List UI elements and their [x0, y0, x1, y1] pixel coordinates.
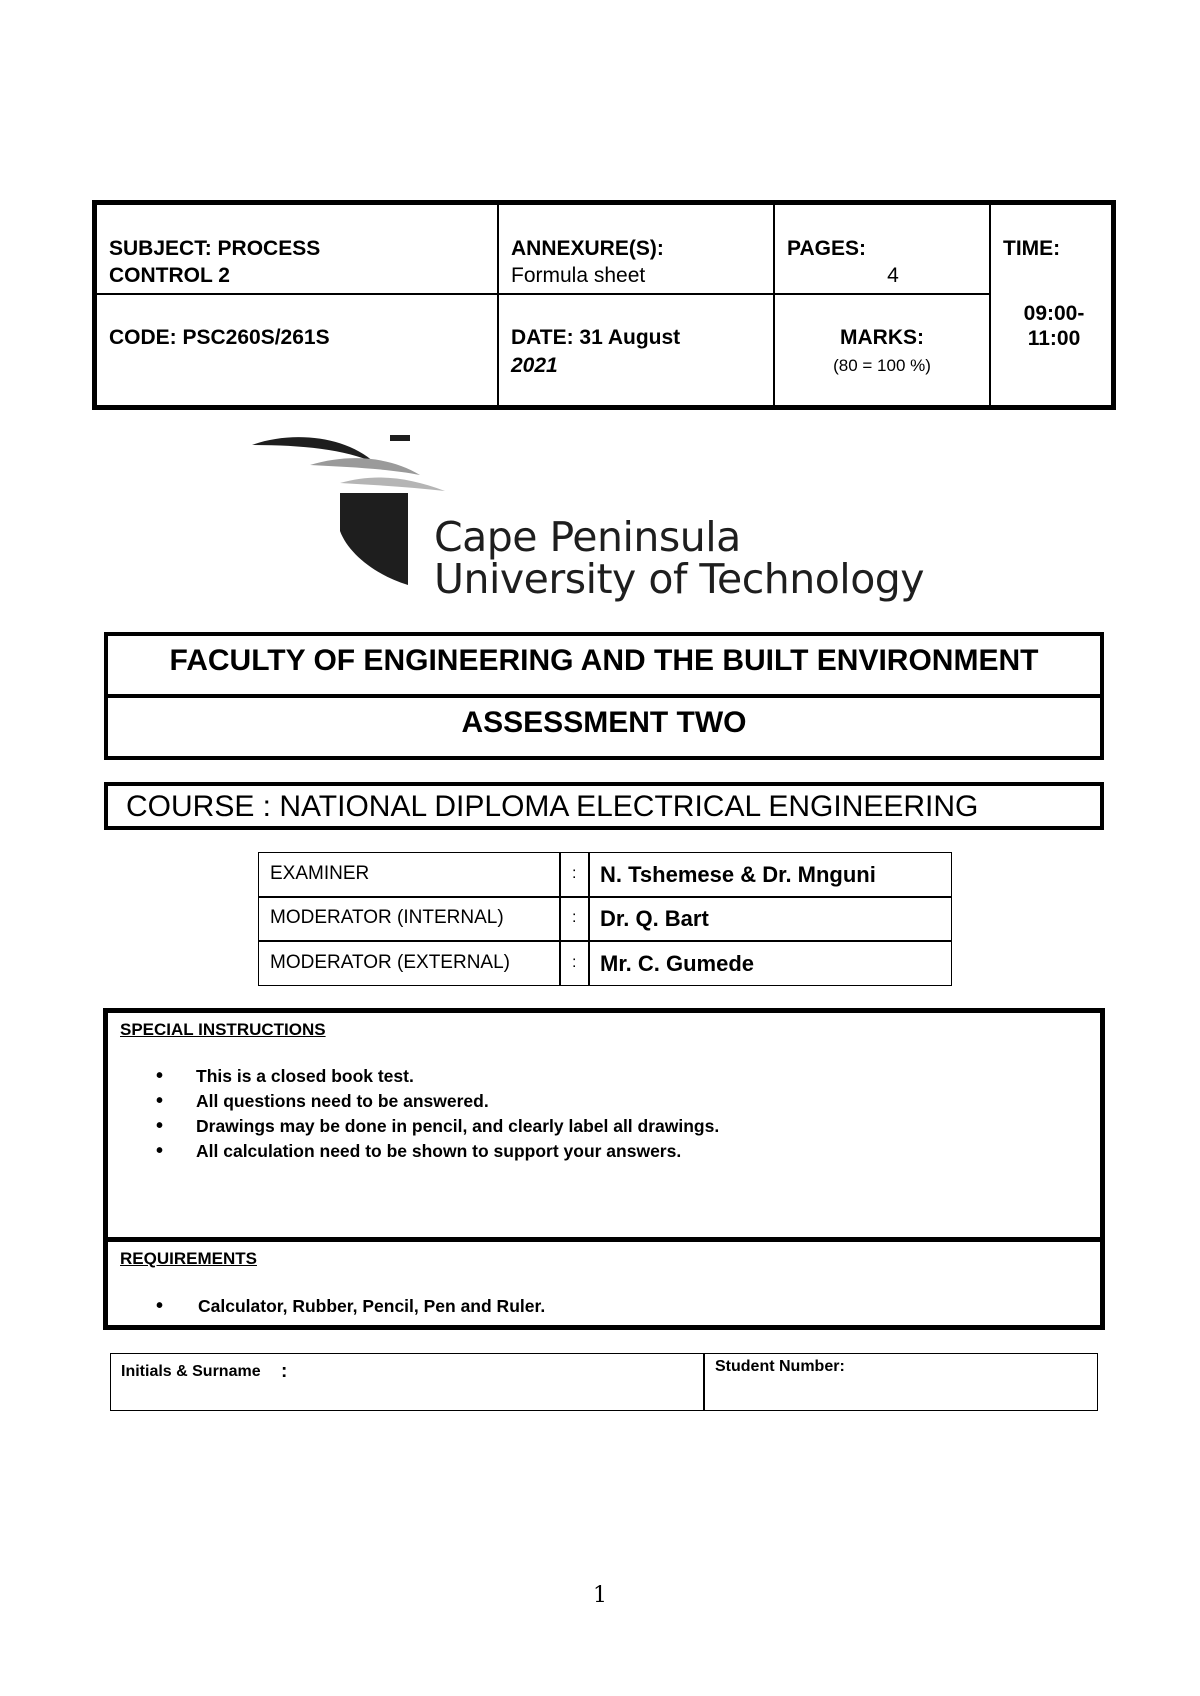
divider [559, 853, 561, 985]
list-item: • All calculation need to be shown to support your answers. [156, 1139, 719, 1164]
course-box [104, 782, 1104, 830]
student-number-label: Student Number: [715, 1358, 845, 1375]
time-label: TIME: [1003, 237, 1061, 260]
requirements-title: REQUIREMENTS [120, 1249, 257, 1268]
faculty-box [104, 632, 1104, 760]
divider [703, 1354, 705, 1410]
special-instructions-title: SPECIAL INSTRUCTIONS [120, 1020, 326, 1039]
divider [108, 1237, 1100, 1242]
annexure-label: ANNEXURE(S): [511, 237, 664, 260]
course-code: CODE: PSC260S/261S [109, 326, 330, 349]
list-item: • This is a closed book test. [156, 1064, 719, 1089]
divider [259, 896, 951, 898]
list-item: • All questions need to be answered. [156, 1089, 719, 1114]
annexure-value: Formula sheet [511, 264, 646, 287]
time-start: 09:00- [1023, 302, 1085, 325]
internal-moderator-value: Dr. Q. Bart [600, 906, 709, 931]
divider [97, 293, 991, 295]
external-moderator-label: MODERATOR (EXTERNAL) [270, 952, 510, 973]
date-year: 2021 [511, 354, 558, 377]
student-details-box [110, 1353, 1098, 1411]
subject-line1: SUBJECT: PROCESS [109, 237, 321, 260]
date-label: DATE: 31 August [511, 326, 681, 349]
assessment-title: ASSESSMENT TWO [461, 706, 747, 739]
divider [259, 940, 951, 942]
pages-label: PAGES: [787, 237, 866, 260]
examiner-colon: : [572, 865, 577, 882]
examiner-label: EXAMINER [270, 863, 370, 884]
examiner-value: N. Tshemese & Dr. Mnguni [600, 862, 876, 887]
faculty-title: FACULTY OF ENGINEERING AND THE BUILT ENVIRONMENT [169, 644, 1039, 677]
divider [588, 853, 590, 985]
divider [497, 205, 499, 405]
exam-header-table [92, 200, 1116, 410]
subject-line2: CONTROL 2 [109, 264, 230, 287]
internal-moderator-colon: : [572, 909, 577, 926]
list-item: • Calculator, Rubber, Pencil, Pen and Ruler. [156, 1294, 545, 1319]
marks-value: (80 = 100 %) [833, 356, 931, 375]
course-title: COURSE : NATIONAL DIPLOMA ELECTRICAL ENGINEERING [126, 790, 979, 823]
special-instructions-list [156, 1064, 719, 1164]
pages-value: 4 [887, 264, 899, 287]
examiner-table [258, 852, 952, 986]
logo-line2: University of Technology [434, 555, 925, 603]
divider [108, 694, 1100, 698]
instructions-box [103, 1008, 1105, 1330]
external-moderator-value: Mr. C. Gumede [600, 951, 755, 976]
marks-label: MARKS: [840, 326, 924, 349]
requirements-list [156, 1294, 545, 1319]
internal-moderator-label: MODERATOR (INTERNAL) [270, 907, 504, 928]
page-number: 1 [593, 1583, 607, 1608]
time-end: 11:00 [1027, 327, 1081, 350]
external-moderator-colon: : [572, 954, 577, 971]
initials-surname-colon: : [281, 1361, 288, 1382]
university-logo [250, 435, 970, 615]
logo-line1: Cape Peninsula [434, 513, 741, 561]
list-item: • Drawings may be done in pencil, and clearly label all drawings. [156, 1114, 719, 1139]
initials-surname-label: Initials & Surname [121, 1363, 261, 1380]
logo-emblem-icon [250, 435, 450, 585]
